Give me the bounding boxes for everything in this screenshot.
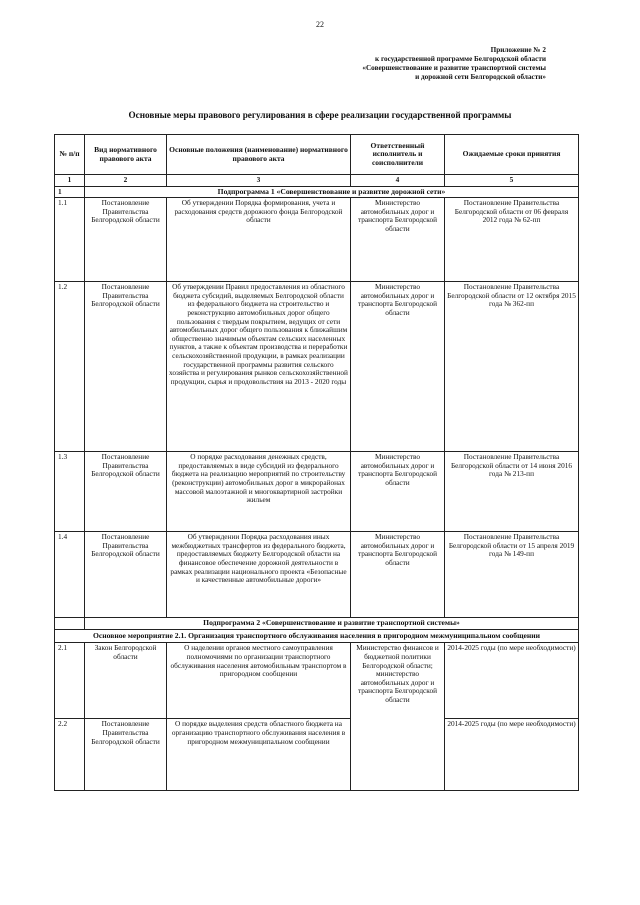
activity-title: Основное мероприятие 2.1. Организация транспортного обслуживания населения в пригородном межмуниципальном сообщении — [55, 629, 579, 643]
table-row — [55, 719, 579, 791]
act-deadline: Постановление Правительства Белгородской области от 15 апреля 2019 года № 149-пп — [445, 532, 579, 618]
table-row — [55, 282, 579, 452]
empty-cell — [55, 618, 85, 630]
column-index-row — [55, 175, 579, 187]
act-content: О порядке выделения средств областного бюджета на организацию транспортного обслуживания населения в пригородном межмуниципальном сообщении — [167, 719, 351, 791]
table-row — [55, 452, 579, 532]
table-row — [55, 532, 579, 618]
act-executor: Министерство автомобильных дорог и транспорта Белгородской области — [351, 452, 445, 532]
column-index: 4 — [351, 175, 445, 187]
column-header-deadline: Ожидаемые сроки принятия — [445, 135, 579, 175]
table-row — [55, 643, 579, 719]
column-header-content: Основные положения (наименование) нормативного правового акта — [167, 135, 351, 175]
column-header-num: № п/п — [55, 135, 85, 175]
row-number: 2.2 — [55, 719, 85, 791]
appendix-line: и дорожной сети Белгородской области» — [415, 73, 546, 81]
subprogram-row — [55, 618, 579, 630]
row-number: 1.4 — [55, 532, 85, 618]
act-executor: Министерство финансов и бюджетной политики Белгородской области; министерство автомобильных дорог и транспорта Белгородской области — [351, 643, 445, 791]
column-index: 1 — [55, 175, 85, 187]
act-executor: Министерство автомобильных дорог и транспорта Белгородской области — [351, 282, 445, 452]
column-header-executor: Ответственный исполнитель и соисполнители — [351, 135, 445, 175]
table-header-row — [55, 135, 579, 175]
legal-measures-table — [54, 134, 579, 791]
act-type: Постановление Правительства Белгородской области — [85, 719, 167, 791]
act-executor: Министерство автомобильных дорог и транспорта Белгородской области — [351, 532, 445, 618]
act-type: Постановление Правительства Белгородской области — [85, 282, 167, 452]
appendix-line: к государственной программе Белгородской области — [375, 55, 546, 63]
document-heading: Основные меры правового регулирования в сфере реализации государственной программы — [128, 110, 512, 120]
subprogram-title: Подпрограмма 1 «Совершенствование и развитие дорожной сети» — [85, 186, 579, 198]
act-content: Об утверждении Порядка расходования иных межбюджетных трансфертов из федерального бюджета, предоставляемых бюджету Белгородской области на финансовое обеспечение дорожной деятельности в рамках реализации национального проекта «Безопасные и качественные автомобильные дороги» — [167, 532, 351, 618]
act-deadline: 2014-2025 годы (по мере необходимости) — [445, 643, 579, 719]
column-index: 3 — [167, 175, 351, 187]
act-content: Об утверждении Порядка формирования, учета и расходования средств дорожного фонда Белгородской области — [167, 198, 351, 282]
act-deadline: Постановление Правительства Белгородской области от 12 октября 2015 года № 362-пп — [445, 282, 579, 452]
column-index: 5 — [445, 175, 579, 187]
row-number: 1.1 — [55, 198, 85, 282]
act-executor: Министерство автомобильных дорог и транспорта Белгородской области — [351, 198, 445, 282]
act-deadline: 2014-2025 годы (по мере необходимости) — [445, 719, 579, 791]
act-content: Об утверждении Правил предоставления из областного бюджета субсидий, выделяемых Белгородской области из федерального бюджета на строительство и реконструкцию автомобильных дорог общего пользования с твердым покрытием, ведущих от сети автомобильных дорог общего пользования к ближайшим общественно значимым объектам сельских населенных пунктов, а также к объектам производства и переработки сельскохозяйственной продукции, в рамках реализации государственной программы развития сельского хозяйства и регулирования рынков сельскохозяйственной продукции, сырья и продовольствия на 2013 - 2020 годы — [167, 282, 351, 452]
row-number: 1.3 — [55, 452, 85, 532]
act-deadline: Постановление Правительства Белгородской области от 14 июня 2016 года № 213-пп — [445, 452, 579, 532]
activity-row — [55, 629, 579, 643]
appendix-line: Приложение № 2 — [490, 46, 546, 54]
appendix-header — [362, 46, 546, 82]
act-deadline: Постановление Правительства Белгородской области от 06 февраля 2012 года № 62-пп — [445, 198, 579, 282]
column-index: 2 — [85, 175, 167, 187]
act-type: Постановление Правительства Белгородской области — [85, 198, 167, 282]
act-type: Постановление Правительства Белгородской области — [85, 452, 167, 532]
subprogram-title: Подпрограмма 2 «Совершенствование и развитие транспортной системы» — [85, 618, 579, 630]
row-number: 2.1 — [55, 643, 85, 719]
act-type: Постановление Правительства Белгородской области — [85, 532, 167, 618]
subprogram-row — [55, 186, 579, 198]
subprogram-number: 1 — [55, 186, 85, 198]
act-content: О наделении органов местного самоуправления полномочиями по организации транспортного обслуживания населения автомобильным транспортом в пригородном сообщении — [167, 643, 351, 719]
act-content: О порядке расходования денежных средств, предоставляемых в виде субсидий из федерального бюджета на реализацию мероприятий по строительству (реконструкции) автомобильных дорог в микрорайонах массовой малоэтажной и многоквартирной застройки жильем — [167, 452, 351, 532]
table-row — [55, 198, 579, 282]
row-number: 1.2 — [55, 282, 85, 452]
page-number: 22 — [316, 20, 324, 29]
column-header-type: Вид нормативного правового акта — [85, 135, 167, 175]
act-type: Закон Белгородской области — [85, 643, 167, 719]
appendix-line: «Совершенствование и развитие транспортной системы — [362, 64, 546, 72]
